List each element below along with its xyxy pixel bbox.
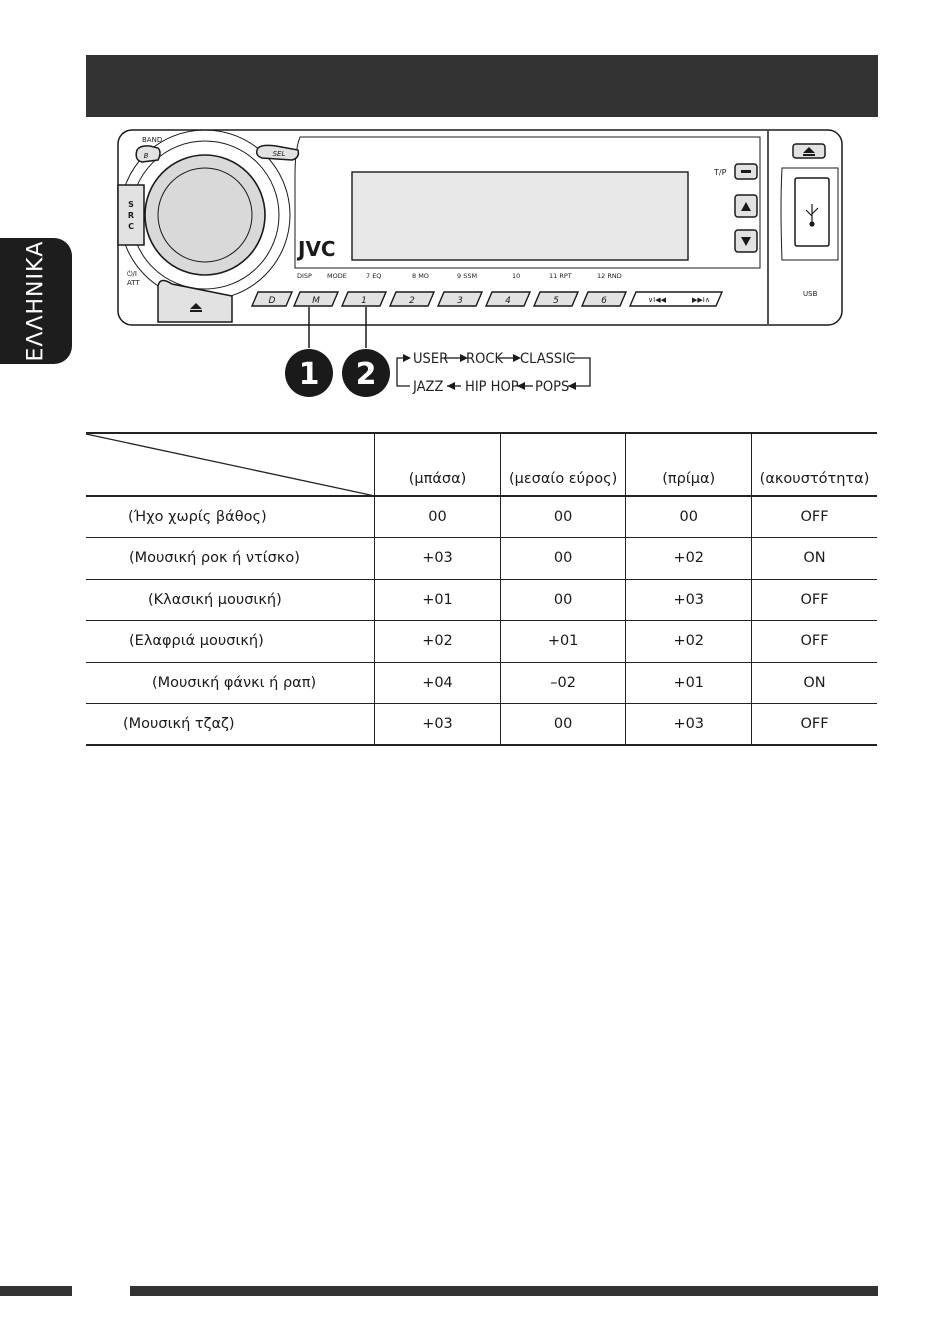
skip-back-icon: ∨I◀◀ [648, 296, 666, 304]
header-bass: (μπάσα) [375, 433, 501, 496]
function-label: DISP [297, 272, 312, 280]
bass-value: +01 [375, 579, 501, 621]
footer-bar-right [130, 1286, 878, 1296]
preset-label: M [312, 296, 320, 306]
sequence-item-rock: ROCK [466, 351, 503, 367]
middle-value: +01 [500, 621, 626, 663]
table-header-row [86, 433, 877, 496]
sequence-item-user: USER [413, 351, 449, 367]
function-label: MODE [327, 272, 347, 280]
bass-value: +03 [375, 538, 501, 580]
sequence-item-hiphop: HIP HOP [465, 379, 519, 395]
loudness-value: OFF [752, 621, 877, 663]
table-row [86, 704, 877, 746]
mode-description: (Ήχο χωρίς βάθος) [86, 496, 375, 538]
middle-value: 00 [500, 496, 626, 538]
corner-diagonal [86, 434, 375, 497]
mode-description: (Κλασική μουσική) [86, 579, 375, 621]
header-middle: (μεσαίο εύρος) [500, 433, 626, 496]
language-tab-label: ΕΛΛΗΝΙΚΑ [23, 240, 49, 362]
src-label-c: C [128, 222, 134, 231]
bass-value: +02 [375, 621, 501, 663]
mode-description: (Μουσική φάνκι ή ραπ) [86, 662, 375, 704]
treble-value: +03 [626, 579, 752, 621]
sequence-item-classic: CLASSIC [520, 351, 576, 367]
function-label: 8 MO [412, 272, 429, 280]
function-label: 10 [512, 272, 521, 280]
mode-description: (Ελαφριά μουσική) [86, 621, 375, 663]
table-row [86, 579, 877, 621]
treble-value: +02 [626, 538, 752, 580]
src-label-r: R [127, 211, 135, 220]
table-row [86, 662, 877, 704]
mode-description: (Μουσική τζαζ) [123, 716, 235, 732]
table-row [86, 496, 877, 538]
header-loudness: (ακουστότητα) [752, 433, 877, 496]
sound-mode-table [86, 432, 877, 746]
skip-forward-icon: ▶▶I∧ [692, 296, 710, 304]
loudness-value: ON [752, 538, 877, 580]
function-label: 9 SSM [457, 272, 478, 280]
brand-logo: JVC [298, 237, 336, 261]
step-2-number: 2 [355, 357, 377, 392]
loudness-value: ON [752, 662, 877, 704]
usb-label: USB [803, 290, 818, 298]
treble-value: +03 [626, 704, 752, 746]
preset-label: 2 [409, 296, 415, 306]
table-corner-cell [86, 433, 375, 496]
power-label: ⏻/I [127, 270, 137, 278]
table-row [86, 621, 877, 663]
middle-value: 00 [500, 704, 626, 746]
sequence-item-jazz: JAZZ [413, 379, 444, 395]
function-label: 12 RND [597, 272, 622, 280]
middle-value: 00 [500, 538, 626, 580]
treble-value: +01 [626, 662, 752, 704]
band-label: BAND [142, 136, 163, 144]
step-callouts [0, 0, 950, 420]
middle-value: –02 [500, 662, 626, 704]
step-1-number: 1 [298, 357, 320, 392]
tp-label: T/P [714, 168, 727, 177]
bass-value: 00 [375, 496, 501, 538]
preset-label: 6 [601, 296, 607, 306]
band-key-label: B [143, 152, 149, 160]
src-label-s: S [128, 200, 134, 209]
header-treble: (πρίμα) [626, 433, 752, 496]
function-label: 7 EQ [366, 272, 382, 280]
loudness-value: OFF [752, 704, 877, 746]
middle-value: 00 [500, 579, 626, 621]
footer-bar-left [0, 1286, 72, 1296]
preset-label: 5 [553, 296, 559, 306]
preset-label: D [268, 296, 276, 306]
sequence-item-pops: POPS [535, 379, 570, 395]
treble-value: 00 [626, 496, 752, 538]
bass-value: +03 [375, 704, 501, 746]
sel-key-label: SEL [272, 150, 286, 158]
treble-value: +02 [626, 621, 752, 663]
bass-value: +04 [375, 662, 501, 704]
mode-description: (Μουσική ροκ ή ντίσκο) [86, 538, 375, 580]
function-label: 11 RPT [549, 272, 572, 280]
table-row [86, 538, 877, 580]
loudness-value: OFF [752, 496, 877, 538]
preset-label: 4 [505, 296, 511, 306]
preset-label: 1 [361, 296, 367, 306]
att-label: ATT [127, 279, 140, 287]
loudness-value: OFF [752, 579, 877, 621]
preset-label: 3 [457, 296, 463, 306]
